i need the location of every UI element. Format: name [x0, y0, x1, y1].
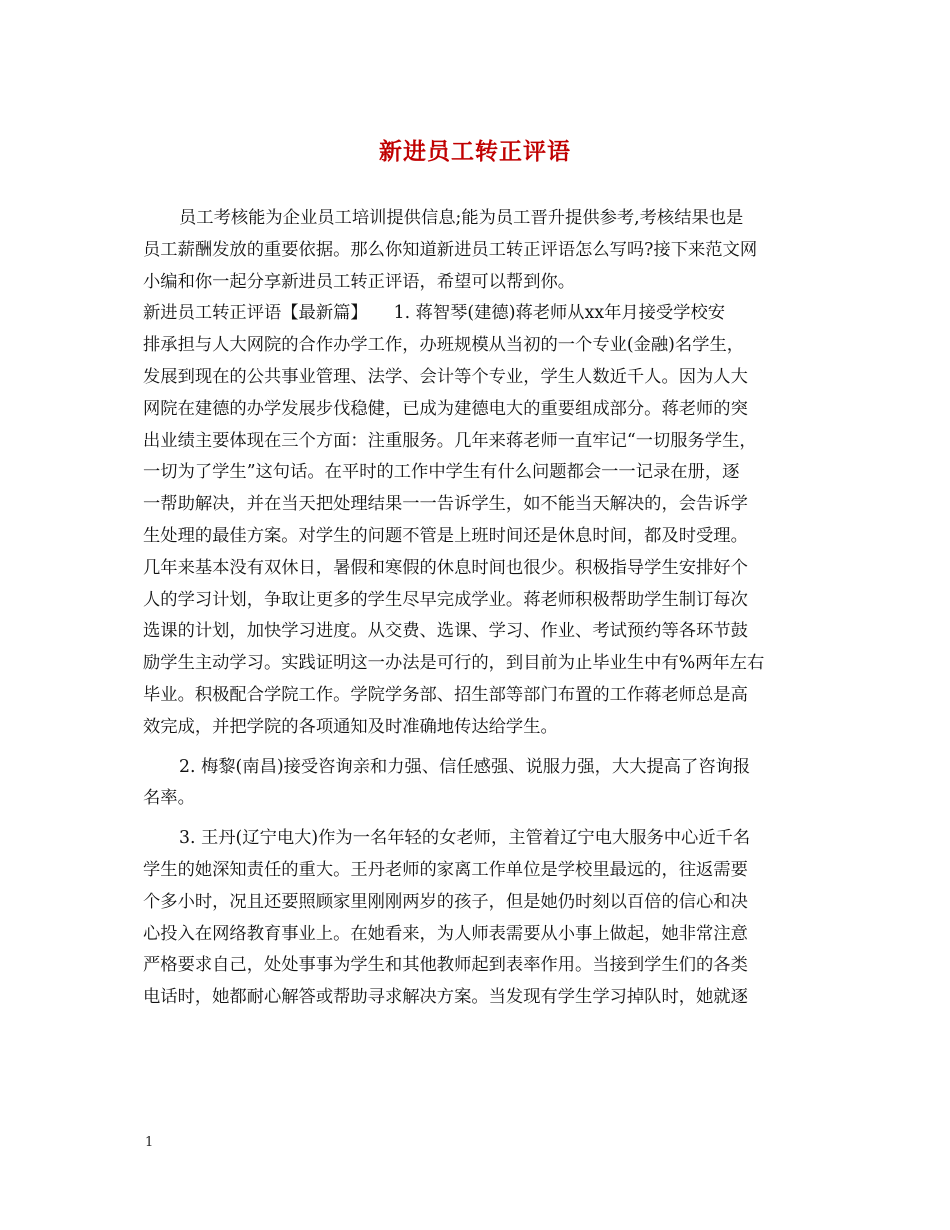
text-line: 3. 王丹(辽宁电大)作为一名年轻的女老师，主管着辽宁电大服务中心近千名	[179, 828, 751, 849]
text-line: 学生的她深知责任的重大。王丹老师的家离工作单位是学校里最远的，往返需要	[143, 859, 748, 880]
text-line: 几年来基本没有双休日，暑假和寒假的休息时间也很少。积极指导学生安排好个	[143, 557, 748, 578]
text-line: 心投入在网络教育事业上。在她看来，为人师表需要从小事上做起，她非常注意	[143, 923, 748, 944]
page-number: 1	[145, 1135, 154, 1150]
text-line: 生处理的最佳方案。对学生的问题不管是上班时间还是休息时间，都及时受理。	[143, 525, 748, 546]
text-line: 选课的计划，加快学习进度。从交费、选课、学习、作业、考试预约等各环节鼓	[143, 621, 748, 642]
text-line: 个多小时，况且还要照顾家里刚刚两岁的孩子，但是她仍时刻以百倍的信心和决	[143, 891, 748, 912]
text-line: 发展到现在的公共事业管理、法学、会计等个专业，学生人数近千人。因为人大	[143, 366, 748, 387]
text-line: 名率。	[143, 788, 195, 809]
page-title: 新进员工转正评语	[379, 138, 571, 165]
document-body	[143, 203, 813, 1014]
text-line: 小编和你一起分享新进员工转正评语，希望可以帮到你。	[143, 271, 576, 292]
text-line: 毕业。积极配合学院工作。学院学务部、招生部等部门布置的工作蒋老师总是高	[143, 684, 748, 705]
text-line: 电话时，她都耐心解答或帮助寻求解决方案。当发现有学生学习掉队时，她就逐	[143, 987, 748, 1008]
text-line: 员工考核能为企业员工培训提供信息;能为员工晋升提供参考,考核结果也是	[179, 208, 744, 228]
text-line: 一帮助解决，并在当天把处理结果一一告诉学生，如不能当天解决的，会告诉学	[143, 494, 748, 515]
text-line: 员工薪酬发放的重要依据。那么你知道新进员工转正评语怎么写吗?接下来范文网	[143, 239, 758, 260]
text-line: 励学生主动学习。实践证明这一办法是可行的，到目前为止毕业生中有%两年左右	[143, 653, 765, 674]
text-line: 人的学习计划，争取让更多的学生尽早完成学业。蒋老师积极帮助学生制订每次	[143, 589, 748, 610]
text-line: 一切为了学生”这句话。在平时的工作中学生有什么问题都会一一记录在册，逐	[143, 462, 740, 483]
text-line: 新进员工转正评语【最新篇】 1. 蒋智琴(建德)蒋老师从xx年月接受学校安	[143, 303, 726, 324]
text-line: 严格要求自己，处处事事为学生和其他教师起到表率作用。当接到学生们的各类	[143, 955, 748, 976]
text-line: 排承担与人大网院的合作办学工作，办班规模从当初的一个专业(金融)名学生，	[143, 335, 745, 356]
text-line: 出业绩主要体现在三个方面：注重服务。几年来蒋老师一直牢记“一切服务学生，	[143, 430, 757, 451]
text-line: 效完成，并把学院的各项通知及时准确地传达给学生。	[143, 716, 558, 737]
text-line: 网院在建德的办学发展步伐稳健，已成为建德电大的重要组成部分。蒋老师的突	[143, 398, 748, 419]
text-line: 2. 梅黎(南昌)接受咨询亲和力强、信任感强、说服力强，大大提高了咨询报	[179, 756, 751, 777]
